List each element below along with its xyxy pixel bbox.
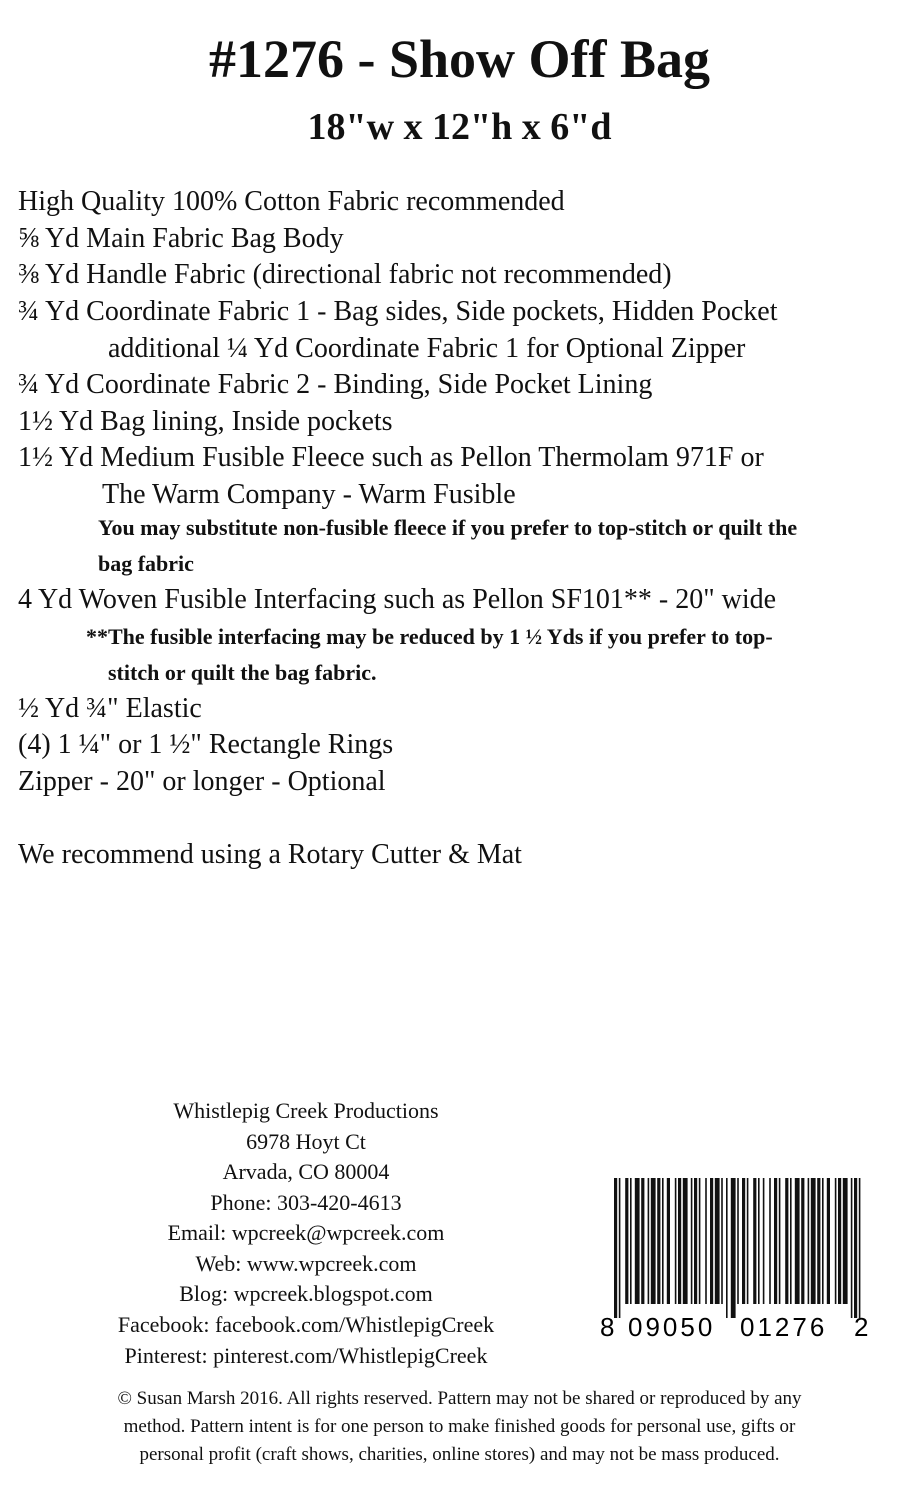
tools-recommendation: We recommend using a Rotary Cutter & Mat xyxy=(18,839,522,870)
barcode-bar xyxy=(715,1178,720,1304)
facebook: Facebook: facebook.com/WhistlepigCreek xyxy=(117,1312,495,1337)
barcode-bar xyxy=(747,1178,749,1304)
barcode-bar xyxy=(785,1178,788,1304)
barcode-bar xyxy=(678,1178,681,1304)
barcode-digits-left: 09050 xyxy=(628,1312,716,1340)
barcode-bar xyxy=(817,1178,820,1304)
barcode-bar xyxy=(763,1178,765,1304)
barcode-bar xyxy=(614,1178,617,1318)
barcode-bar xyxy=(737,1178,739,1304)
barcode-digits-right: 01276 xyxy=(740,1312,828,1340)
material-lining: 1½ Yd Bag lining, Inside pockets xyxy=(18,406,393,437)
barcode-bar xyxy=(779,1178,781,1304)
email-address: Email: wpcreek@wpcreek.com xyxy=(167,1220,445,1245)
barcode-bar xyxy=(710,1178,713,1304)
barcode-bar xyxy=(721,1178,723,1304)
interfacing-note: **The fusible interfacing may be reduced by 1 ½ Yds if you prefer to top- xyxy=(86,624,773,649)
barcode-bar xyxy=(795,1178,800,1304)
barcode-bar xyxy=(630,1178,632,1304)
fleece-note: You may substitute non-fusible fleece if you prefer to top-stitch or quilt the xyxy=(98,515,798,540)
barcode-bar xyxy=(691,1178,693,1304)
barcode-bar xyxy=(808,1178,810,1304)
pinterest: Pinterest: pinterest.com/WhistlepigCreek xyxy=(124,1343,488,1368)
barcode-bar xyxy=(854,1178,857,1318)
material-coordinate-1-extra: additional ¼ Yd Coordinate Fabric 1 for Optional Zipper xyxy=(108,333,746,364)
company-name: Whistlepig Creek Productions xyxy=(173,1098,439,1123)
barcode-bar xyxy=(648,1178,650,1304)
street-address: 6978 Hoyt Ct xyxy=(246,1129,366,1154)
material-fleece-alt: The Warm Company - Warm Fusible xyxy=(102,479,516,510)
barcode-bar xyxy=(694,1178,697,1304)
copyright-line-1: © Susan Marsh 2016. All rights reserved. Pattern may not be shared or reproduced by any xyxy=(117,1388,802,1409)
barcode-bar xyxy=(625,1178,628,1304)
barcode-bar xyxy=(827,1178,830,1304)
barcode-bar xyxy=(822,1178,824,1304)
barcode-bar xyxy=(651,1178,656,1304)
barcode-bar xyxy=(726,1178,728,1318)
barcode-bar xyxy=(667,1178,670,1304)
material-zipper: Zipper - 20" or longer - Optional xyxy=(18,766,386,797)
barcode-bar xyxy=(790,1178,792,1304)
material-interfacing: 4 Yd Woven Fusible Interfacing such as Pellon SF101** - 20" wide xyxy=(18,584,777,615)
barcode-digit-first: 8 xyxy=(600,1312,615,1340)
copyright-line-2: method. Pattern intent is for one person to make finished goods for personal use, gifts or xyxy=(123,1416,796,1437)
barcode-bar xyxy=(851,1178,853,1318)
barcode-bar xyxy=(774,1178,777,1304)
material-rings: (4) 1 ¼" or 1 ½" Rectangle Rings xyxy=(18,729,394,760)
material-coordinate-2: ¾ Yd Coordinate Fabric 2 - Binding, Side Pocket Lining xyxy=(18,369,653,400)
materials-intro: High Quality 100% Cotton Fabric recommended xyxy=(18,186,565,217)
blog: Blog: wpcreek.blogspot.com xyxy=(179,1281,433,1306)
barcode-digit-last: 2 xyxy=(854,1312,869,1340)
material-elastic: ½ Yd ¾" Elastic xyxy=(18,693,202,724)
barcode-bar xyxy=(657,1178,660,1304)
phone-number: Phone: 303-420-4613 xyxy=(210,1190,402,1215)
upc-barcode xyxy=(594,1178,870,1340)
material-main-fabric: ⅝ Yd Main Fabric Bag Body xyxy=(18,223,344,254)
material-fleece: 1½ Yd Medium Fusible Fleece such as Pellon Thermolam 971F or xyxy=(18,442,764,473)
barcode-bar xyxy=(619,1178,621,1318)
barcode-bar xyxy=(635,1178,640,1304)
city-address: Arvada, CO 80004 xyxy=(222,1159,390,1184)
interfacing-note-cont: stitch or quilt the bag fabric. xyxy=(108,660,377,685)
barcode-bar xyxy=(843,1178,848,1304)
material-coordinate-1: ¾ Yd Coordinate Fabric 1 - Bag sides, Side pockets, Hidden Pocket xyxy=(18,296,778,327)
barcode-bar xyxy=(835,1178,837,1304)
barcode-bar xyxy=(838,1178,841,1304)
barcode-bar xyxy=(742,1178,745,1304)
fleece-note-cont: bag fabric xyxy=(98,551,194,576)
barcode-bar xyxy=(811,1178,816,1304)
barcode-bar xyxy=(675,1178,677,1304)
barcode-bar xyxy=(705,1178,707,1304)
barcode-bar xyxy=(699,1178,701,1304)
barcode-bar xyxy=(859,1178,861,1318)
barcode-bar xyxy=(769,1178,771,1304)
barcode-bar xyxy=(731,1178,736,1318)
bag-dimensions: 18"w x 12"h x 6"d xyxy=(307,106,612,148)
copyright-line-3: personal profit (craft shows, charities, online stores) and may not be mass produced. xyxy=(139,1444,780,1465)
barcode-bar xyxy=(662,1178,664,1304)
barcode-bar xyxy=(641,1178,644,1304)
material-handle-fabric: ⅜ Yd Handle Fabric (directional fabric not recommended) xyxy=(18,259,672,290)
barcode-bar xyxy=(758,1178,760,1304)
page-title: #1276 - Show Off Bag xyxy=(208,29,711,89)
barcode-bar xyxy=(683,1178,688,1304)
barcode-bar xyxy=(753,1178,756,1304)
website: Web: www.wpcreek.com xyxy=(195,1251,417,1276)
barcode-bar xyxy=(801,1178,804,1304)
